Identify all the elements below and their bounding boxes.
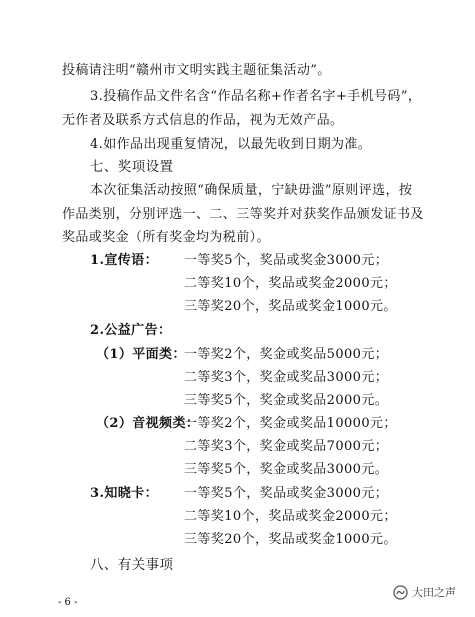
prize-line: 三等奖20个，奖品或奖金1000元。 — [184, 299, 397, 314]
category-label-psa: 2.公益广告： — [90, 323, 172, 338]
prize-line: 三等奖5个，奖金或奖品2000元。 — [184, 393, 389, 408]
prize-line: 一等奖5个，奖品或奖金3000元； — [184, 253, 389, 268]
section-heading-8: 八、有关事项 — [90, 557, 174, 573]
prize-line: 一等奖2个，奖金或奖品5000元； — [184, 347, 389, 362]
prize-line: 二等奖10个，奖品或奖金2000元； — [184, 509, 397, 524]
wechat-channel-icon — [393, 585, 408, 600]
text-line: 4.如作品出现重复情况，以最先收到日期为准。 — [90, 137, 372, 152]
text-line: 投稿请注明“赣州市文明实践主题征集活动”。 — [62, 63, 331, 78]
prize-line: 一等奖2个，奖金或奖品10000元； — [184, 416, 397, 431]
text-line: 无作者及联系方式信息的作品，视为无效产品。 — [62, 113, 344, 128]
watermark — [393, 584, 456, 600]
page-number: - 6 - — [58, 597, 78, 608]
watermark-text: 大田之声 — [412, 586, 456, 599]
text-line: 奖品或奖金（所有奖金均为税前）。 — [62, 230, 270, 245]
prize-line: 二等奖3个，奖金或奖品7000元； — [184, 439, 389, 454]
prize-line: 三等奖5个，奖金或奖品3000元。 — [184, 462, 389, 477]
text-line: 本次征集活动按照“确保质量，宁缺毋滥”原则评选，按 — [90, 183, 413, 198]
text-line: 作品类别，分别评选一、二、三等奖并对获奖作品颁发证书及 — [62, 207, 424, 222]
prize-line: 一等奖5个，奖品或奖金3000元； — [184, 486, 389, 501]
prize-line: 二等奖3个，奖金或奖品3000元； — [184, 370, 389, 385]
category-label-card: 3.知晓卡： — [90, 486, 158, 501]
subcategory-label-print: （1）平面类： — [96, 347, 186, 362]
subcategory-label-av: （2）音视频类： — [96, 416, 200, 431]
prize-line: 三等奖20个，奖品或奖金1000元。 — [184, 532, 397, 547]
prize-line: 二等奖10个，奖品或奖金2000元； — [184, 276, 397, 291]
category-label-slogan: 1.宣传语： — [90, 253, 158, 268]
section-heading-7: 七、奖项设置 — [90, 159, 174, 175]
text-line: 3.投稿作品文件名含“作品名称+作者名字+手机号码”， — [90, 89, 422, 104]
